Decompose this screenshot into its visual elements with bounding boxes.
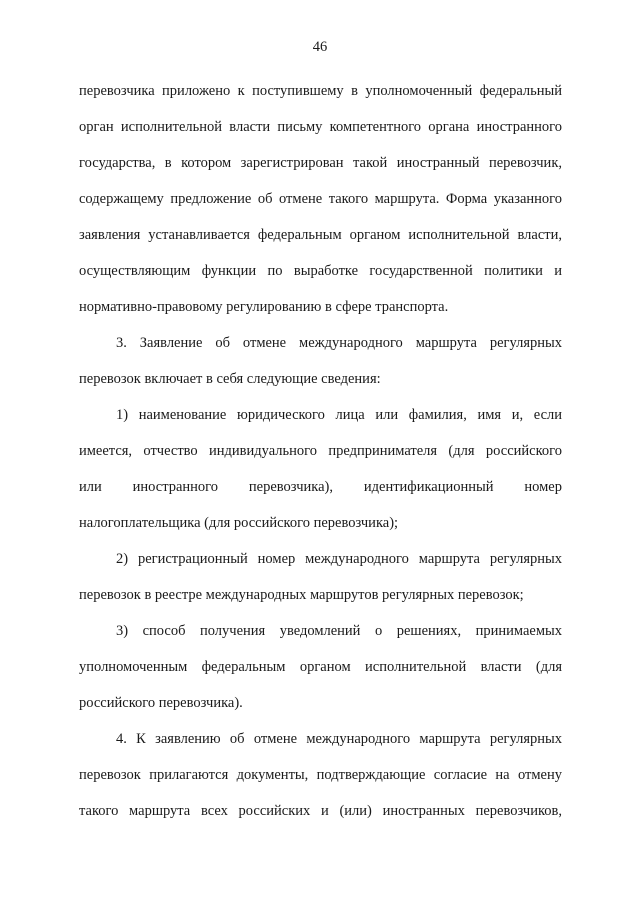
text-line: уполномоченным федеральным органом исполнительной власти (для: [79, 659, 562, 675]
text-line: государства, в котором зарегистрирован такой иностранный перевозчик,: [79, 155, 562, 171]
text-line: осуществляющим функции по выработке государственной политики и: [79, 263, 562, 279]
text-line: российского перевозчика).: [79, 695, 243, 711]
text-line: перевозок прилагаются документы, подтверждающие согласие на отмену: [79, 767, 562, 783]
text-line: перевозчика приложено к поступившему в уполномоченный федеральный: [79, 83, 562, 99]
paragraph: [79, 721, 562, 829]
paragraph: [79, 325, 562, 397]
text-line: 4. К заявлению об отмене международного маршрута регулярных: [116, 731, 562, 747]
text-line: перевозок включает в себя следующие сведения:: [79, 371, 381, 387]
text-line: нормативно-правовому регулированию в сфере транспорта.: [79, 299, 449, 315]
text-line: 2) регистрационный номер международного маршрута регулярных: [116, 551, 562, 567]
text-line: такого маршрута всех российских и (или) иностранных перевозчиков,: [79, 803, 562, 819]
text-line: 3. Заявление об отмене международного маршрута регулярных: [116, 335, 562, 351]
paragraph: [79, 73, 562, 325]
paragraph: [79, 541, 562, 613]
page-number: 46: [312, 39, 328, 55]
text-line: или иностранного перевозчика), идентификационный номер: [79, 479, 562, 495]
text-line: орган исполнительной власти письму компетентного органа иностранного: [79, 119, 562, 135]
paragraph: [79, 613, 562, 721]
text-line: 1) наименование юридического лица или фамилия, имя и, если: [116, 407, 562, 423]
text-line: 3) способ получения уведомлений о решениях, принимаемых: [116, 623, 562, 639]
text-line: перевозок в реестре международных маршрутов регулярных перевозок;: [79, 587, 524, 603]
text-line: заявления устанавливается федеральным органом исполнительной власти,: [79, 227, 562, 243]
document-body: [79, 73, 562, 829]
text-line: содержащему предложение об отмене такого маршрута. Форма указанного: [79, 191, 562, 207]
paragraph: [79, 397, 562, 541]
text-line: налогоплательщика (для российского перевозчика);: [79, 515, 399, 531]
text-line: имеется, отчество индивидуального предпринимателя (для российского: [79, 443, 562, 459]
